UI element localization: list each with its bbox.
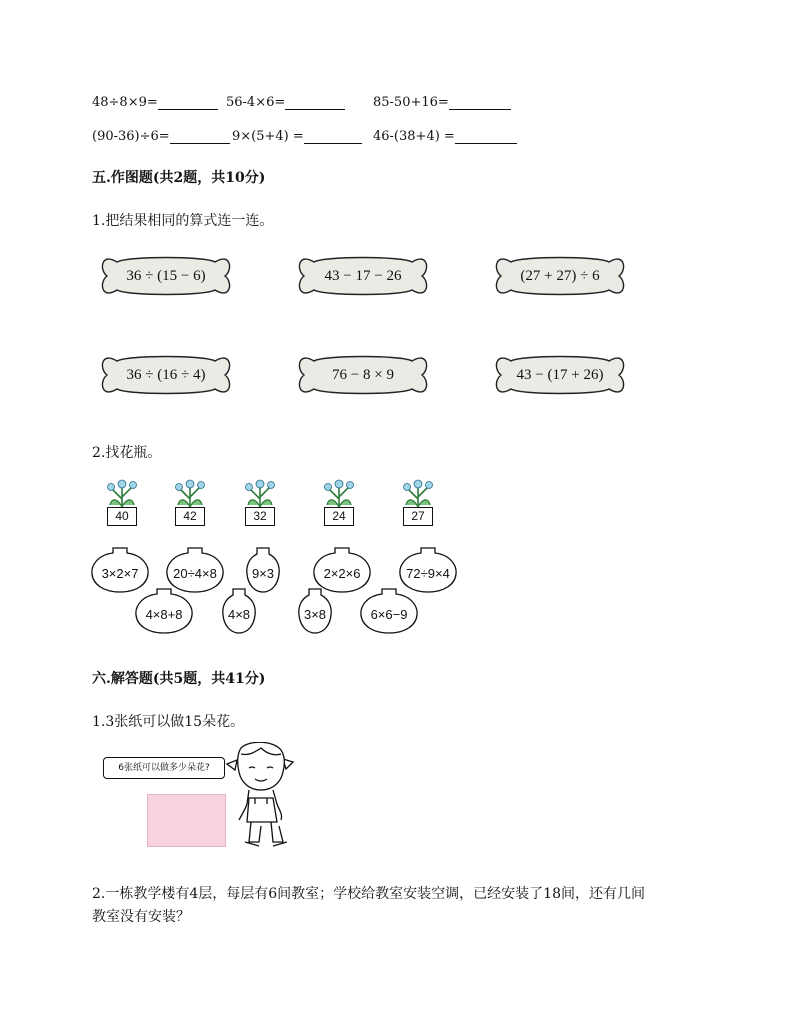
equation-text: (90-36)÷6= bbox=[92, 129, 170, 144]
flower-icon bbox=[102, 477, 142, 509]
equation-4 bbox=[92, 129, 230, 144]
section-6-title: 六.解答题(共5题，共41分) bbox=[92, 671, 266, 687]
equation-3 bbox=[373, 95, 511, 110]
flower-icon bbox=[319, 477, 359, 509]
bone-expression: (27 + 27) ÷ 6 bbox=[520, 267, 600, 284]
speech-bubble: 6张纸可以做多少朵花? bbox=[103, 757, 225, 779]
equation-5 bbox=[232, 129, 362, 144]
answer-blank[interactable] bbox=[170, 129, 230, 144]
flower-pot-5[interactable] bbox=[398, 477, 438, 529]
flower-pot-3[interactable] bbox=[240, 477, 280, 529]
vase-expression: 72÷9×4 bbox=[406, 565, 450, 581]
vase-6[interactable] bbox=[135, 587, 193, 635]
equation-2 bbox=[226, 95, 345, 110]
equation-text: 9×(5+4) = bbox=[232, 129, 304, 144]
equation-text: 48÷8×9= bbox=[92, 95, 158, 110]
bone-expression: 43 − 17 − 26 bbox=[324, 267, 402, 284]
vase-expression: 4×8 bbox=[227, 606, 251, 622]
vase-expression: 3×2×7 bbox=[101, 565, 139, 581]
bone-expression: 43 − (17 + 26) bbox=[516, 366, 604, 383]
equation-1 bbox=[92, 95, 218, 110]
answer-blank[interactable] bbox=[455, 129, 517, 144]
section-5-title: 五.作图题(共2题，共10分) bbox=[92, 170, 266, 186]
vase-expression: 6×6−9 bbox=[370, 606, 408, 622]
vase-7[interactable] bbox=[222, 587, 256, 635]
paper-illustration bbox=[147, 794, 226, 847]
flower-icon bbox=[170, 477, 210, 509]
equation-text: 56-4×6= bbox=[226, 95, 286, 110]
bone-card-4[interactable] bbox=[97, 347, 235, 403]
bone-card-2[interactable] bbox=[294, 248, 432, 304]
flower-icon bbox=[398, 477, 438, 509]
vase-expression: 4×8+8 bbox=[145, 606, 183, 622]
question-6-1: 1.3张纸可以做15朵花。 bbox=[92, 714, 245, 730]
equation-text: 46-(38+4) = bbox=[373, 129, 455, 144]
pot-number: 40 bbox=[107, 507, 137, 526]
bone-expression: 36 ÷ (15 − 6) bbox=[126, 267, 206, 284]
bone-expression: 36 ÷ (16 ÷ 4) bbox=[126, 366, 206, 383]
pot-number: 42 bbox=[175, 507, 205, 526]
pot-number: 32 bbox=[245, 507, 275, 526]
pot-number: 27 bbox=[403, 507, 433, 526]
bone-card-6[interactable] bbox=[491, 347, 629, 403]
bone-expression: 76 − 8 × 9 bbox=[332, 366, 394, 383]
equation-6 bbox=[373, 129, 517, 144]
vase-expression: 9×3 bbox=[251, 565, 275, 581]
answer-blank[interactable] bbox=[449, 95, 511, 110]
vase-expression: 3×8 bbox=[303, 606, 327, 622]
flower-pot-2[interactable] bbox=[170, 477, 210, 529]
question-5-1: 1.把结果相同的算式连一连。 bbox=[92, 213, 274, 229]
flower-pot-1[interactable] bbox=[102, 477, 142, 529]
bone-card-5[interactable] bbox=[294, 347, 432, 403]
pot-number: 24 bbox=[324, 507, 354, 526]
answer-blank[interactable] bbox=[304, 129, 362, 144]
equation-text: 85-50+16= bbox=[373, 95, 449, 110]
question-5-2: 2.找花瓶。 bbox=[92, 445, 162, 461]
flower-icon bbox=[240, 477, 280, 509]
girl-illustration bbox=[225, 742, 305, 850]
bone-card-1[interactable] bbox=[97, 248, 235, 304]
answer-blank[interactable] bbox=[285, 95, 345, 110]
vase-8[interactable] bbox=[298, 587, 332, 635]
vase-9[interactable] bbox=[360, 587, 418, 635]
question-6-2-line2: 教室没有安装？ bbox=[92, 909, 190, 925]
bone-card-3[interactable] bbox=[491, 248, 629, 304]
answer-blank[interactable] bbox=[158, 95, 218, 110]
vase-expression: 2×2×6 bbox=[323, 565, 361, 581]
question-6-2-line1: 2.一栋教学楼有4层，每层有6间教室；学校给教室安装空调，已经安装了18间，还有几间 bbox=[92, 886, 645, 902]
flower-pot-4[interactable] bbox=[319, 477, 359, 529]
vase-expression: 20÷4×8 bbox=[173, 565, 217, 581]
